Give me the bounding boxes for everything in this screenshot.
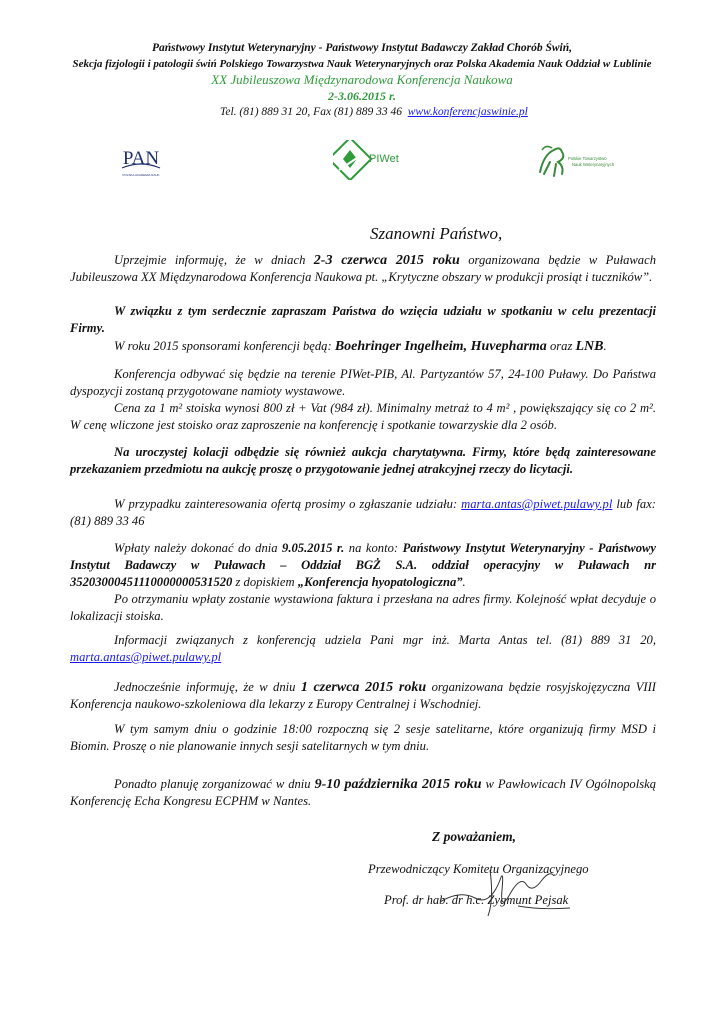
header-line-section: Sekcja fizjologii i patologii świń Polskiego Towarzystwa Nauk Weterynaryjnych oraz Polska Akademia Nauk Oddział w Lublinie bbox=[72, 58, 652, 70]
piwet-logo-text: PIWet bbox=[369, 153, 399, 165]
paragraph-ecphm: Ponadto planuję zorganizować w dniu 9-10 października 2015 roku w Pawłowicach IV Ogólnopolską Konferencję Echa Kongresu ECPHM w Nantes. bbox=[70, 777, 656, 808]
contact-phone-fax: Tel. (81) 889 31 20, Fax (81) 889 33 46 bbox=[220, 106, 402, 118]
paragraph-intro: Uprzejmie informuję, że w dniach 2-3 czerwca 2015 roku organizowana będzie w Puławach Jubileuszowa XX Międzynarodowa Konferencja Naukowa pt. „Krytyczne obszary w produkcji prosiąt i tuczników”. bbox=[70, 253, 656, 284]
pan-logo-text: PAN bbox=[122, 148, 160, 169]
website-link[interactable]: www.konferencjaswinie.pl bbox=[407, 106, 528, 118]
ptnw-logo-line1: Polskie Towarzystwo bbox=[568, 156, 607, 161]
paragraph-invitation: W związku z tym serdecznie zapraszam Państwa do wzięcia udziału w spotkaniu w celu prezentacji Firmy. bbox=[70, 304, 656, 335]
greeting: Szanowni Państwo, bbox=[370, 224, 503, 243]
paragraph-payment: Wpłaty należy dokonać do dnia 9.05.2015 r. na konto: Państwowy Instytut Weterynaryjny - Państwowy Instytut Badawczy w Puławach – Oddział BGŻ S.A. oddział operacyjny w Puławach nr 35203000451110000000531520 z dopiskiem „Konferencja hyopatologiczna”. bbox=[70, 541, 656, 589]
ptnw-logo-line2: Nauk Weterynaryjnych bbox=[572, 162, 615, 167]
signature-title: Przewodniczący Komitetu Organizacyjnego bbox=[368, 862, 589, 876]
header-line-institute: Państwowy Instytut Weterynaryjny - Państwowy Instytut Badawczy Zakład Chorób Świń, bbox=[151, 42, 573, 54]
pan-logo-subtext: POLSKA AKADEMIA NAUK bbox=[122, 173, 160, 177]
paragraph-contact: Informacji związanych z konferencją udziela Pani mgr inż. Marta Antas tel. (81) 889 31 20, marta.antas@piwet.pulawy.pl bbox=[70, 633, 656, 664]
paragraph-satellite-sessions: W tym samym dniu o godzinie 18:00 rozpoczną się 2 sesje satelitarne, które organizują firmy MSD i Biomin. Proszę o nie planowanie innych sesji satelitarnych w tym dniu. bbox=[70, 722, 656, 753]
contact-email-link[interactable]: marta.antas@piwet.pulawy.pl bbox=[70, 650, 222, 664]
paragraph-russian-conference: Jednocześnie informuję, że w dniu 1 czerwca 2015 roku organizowana będzie rosyjskojęzyczna VIII Konferencja naukowo-szkoleniowa dla lekarzy z Europy Centralnej i Wschodniej. bbox=[70, 680, 656, 711]
piwet-logo bbox=[333, 140, 405, 180]
header-contact bbox=[220, 106, 640, 118]
closing: Z poważaniem, bbox=[432, 829, 517, 844]
paragraph-invoice: Po otrzymaniu wpłaty zostanie wystawiona faktura i przesłana na adres firmy. Kolejność wpłat decyduje o lokalizacji stoiska. bbox=[70, 592, 656, 623]
handwritten-signature bbox=[430, 850, 580, 920]
header-conference-title: XX Jubileuszowa Międzynarodowa Konferencja Naukowa bbox=[211, 72, 513, 87]
paragraph-registration: W przypadku zainteresowania ofertą prosimy o zgłaszanie udziału: marta.antas@piwet.pulawy.pl lub fax: (81) 889 33 46 bbox=[70, 497, 656, 528]
signature-name: Prof. dr hab. dr h.c. Zygmunt Pejsak bbox=[384, 893, 569, 907]
paragraph-sponsors: W roku 2015 sponsorami konferencji będą: Boehringer Ingelheim, Huvepharma oraz LNB. bbox=[114, 339, 607, 354]
registration-email-link[interactable]: marta.antas@piwet.pulawy.pl bbox=[461, 497, 613, 511]
paragraph-auction: Na uroczystej kolacji odbędzie się również aukcja charytatywna. Firmy, które będą zainteresowane przekazaniem przedmiotu na aukcję proszę o przygotowanie jednej atrakcyjnej rzeczy do licytacji. bbox=[70, 445, 656, 476]
header-conference-date: 2-3.06.2015 r. bbox=[327, 89, 396, 103]
paragraph-venue: Konferencja odbywać się będzie na terenie PIWet-PIB, Al. Partyzantów 57, 24-100 Puławy. Do Państwa dyspozycji zostaną przygotowane namioty wystawowe. bbox=[70, 367, 656, 398]
pan-logo bbox=[118, 142, 164, 182]
ptnw-logo bbox=[536, 140, 622, 182]
paragraph-price: Cena za 1 m² stoiska wynosi 800 zł + Vat (984 zł). Minimalny metraż to 4 m² , powiększający się co 2 m². W cenę wliczone jest stoisko oraz zaproszenie na konferencję i spotkanie towarzyskie dla 2 osób. bbox=[70, 401, 656, 432]
